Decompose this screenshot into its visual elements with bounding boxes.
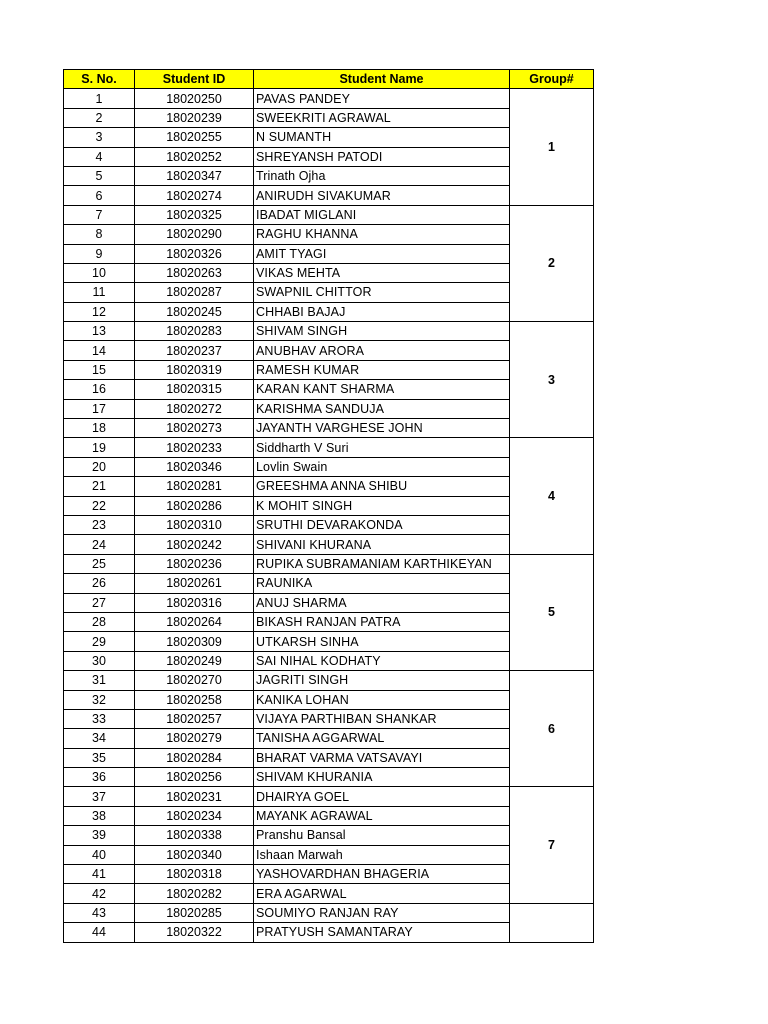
cell-sno: 7 [64,205,135,224]
cell-student-name: ANIRUDH SIVAKUMAR [254,186,510,205]
header-student-name: Student Name [254,70,510,89]
cell-student-name: Ishaan Marwah [254,845,510,864]
cell-sno: 39 [64,826,135,845]
cell-student-id: 18020322 [135,923,254,942]
cell-sno: 11 [64,283,135,302]
table-row [64,671,594,690]
cell-student-name: CHHABI BAJAJ [254,302,510,321]
cell-student-name: JAYANTH VARGHESE JOHN [254,419,510,438]
cell-student-id: 18020287 [135,283,254,302]
cell-student-name: N SUMANTH [254,128,510,147]
cell-student-id: 18020233 [135,438,254,457]
cell-student-id: 18020264 [135,612,254,631]
cell-student-id: 18020236 [135,554,254,573]
cell-student-name: VIJAYA PARTHIBAN SHANKAR [254,709,510,728]
cell-student-name: KANIKA LOHAN [254,690,510,709]
cell-student-id: 18020283 [135,322,254,341]
cell-student-id: 18020239 [135,108,254,127]
cell-student-id: 18020346 [135,457,254,476]
cell-student-id: 18020249 [135,651,254,670]
cell-student-name: SHREYANSH PATODI [254,147,510,166]
cell-sno: 43 [64,903,135,922]
cell-student-id: 18020347 [135,166,254,185]
cell-sno: 18 [64,419,135,438]
cell-group-number: 5 [510,554,594,670]
cell-sno: 1 [64,89,135,108]
cell-student-id: 18020242 [135,535,254,554]
cell-student-name: IBADAT MIGLANI [254,205,510,224]
cell-sno: 33 [64,709,135,728]
cell-sno: 23 [64,515,135,534]
cell-student-name: ANUBHAV ARORA [254,341,510,360]
cell-student-name: RAMESH KUMAR [254,360,510,379]
cell-student-name: ANUJ SHARMA [254,593,510,612]
cell-student-id: 18020310 [135,515,254,534]
cell-student-name: GREESHMA ANNA SHIBU [254,477,510,496]
cell-student-id: 18020234 [135,806,254,825]
cell-sno: 13 [64,322,135,341]
cell-student-name: Pranshu Bansal [254,826,510,845]
cell-student-name: K MOHIT SINGH [254,496,510,515]
cell-student-id: 18020338 [135,826,254,845]
cell-sno: 38 [64,806,135,825]
cell-group-number: 4 [510,438,594,554]
cell-student-name: AMIT TYAGI [254,244,510,263]
cell-sno: 35 [64,748,135,767]
cell-sno: 6 [64,186,135,205]
table-row [64,205,594,224]
cell-student-id: 18020273 [135,419,254,438]
cell-student-name: RUPIKA SUBRAMANIAM KARTHIKEYAN [254,554,510,573]
cell-student-name: YASHOVARDHAN BHAGERIA [254,865,510,884]
cell-student-name: PAVAS PANDEY [254,89,510,108]
cell-student-name: BHARAT VARMA VATSAVAYI [254,748,510,767]
cell-student-id: 18020270 [135,671,254,690]
cell-sno: 24 [64,535,135,554]
cell-student-name: DHAIRYA GOEL [254,787,510,806]
cell-sno: 21 [64,477,135,496]
header-row [64,70,594,89]
cell-student-name: SWAPNIL CHITTOR [254,283,510,302]
cell-sno: 16 [64,380,135,399]
cell-sno: 27 [64,593,135,612]
cell-sno: 29 [64,632,135,651]
cell-student-name: BIKASH RANJAN PATRA [254,612,510,631]
cell-student-id: 18020281 [135,477,254,496]
cell-sno: 17 [64,399,135,418]
cell-student-id: 18020255 [135,128,254,147]
table-row [64,903,594,922]
cell-group-number: 7 [510,787,594,903]
cell-sno: 19 [64,438,135,457]
cell-student-name: KARAN KANT SHARMA [254,380,510,399]
cell-student-id: 18020315 [135,380,254,399]
cell-student-id: 18020325 [135,205,254,224]
cell-student-id: 18020318 [135,865,254,884]
cell-sno: 2 [64,108,135,127]
cell-student-id: 18020284 [135,748,254,767]
table-row [64,787,594,806]
cell-group-number: 6 [510,671,594,787]
table-row [64,89,594,108]
cell-group-number [510,903,594,942]
cell-student-name: Lovlin Swain [254,457,510,476]
cell-sno: 26 [64,574,135,593]
table-body [64,89,594,942]
cell-sno: 4 [64,147,135,166]
cell-student-id: 18020258 [135,690,254,709]
cell-sno: 15 [64,360,135,379]
cell-group-number: 1 [510,89,594,205]
cell-student-name: SHIVANI KHURANA [254,535,510,554]
cell-sno: 14 [64,341,135,360]
cell-student-id: 18020279 [135,729,254,748]
cell-student-name: Siddharth V Suri [254,438,510,457]
cell-student-name: UTKARSH SINHA [254,632,510,651]
cell-student-id: 18020285 [135,903,254,922]
cell-student-name: MAYANK AGRAWAL [254,806,510,825]
cell-student-id: 18020261 [135,574,254,593]
cell-student-id: 18020250 [135,89,254,108]
cell-sno: 25 [64,554,135,573]
header-group: Group# [510,70,594,89]
cell-student-id: 18020316 [135,593,254,612]
cell-student-id: 18020263 [135,263,254,282]
cell-student-name: Trinath Ojha [254,166,510,185]
cell-student-id: 18020257 [135,709,254,728]
cell-student-name: SHIVAM KHURANIA [254,768,510,787]
cell-student-name: RAGHU KHANNA [254,225,510,244]
header-sno: S. No. [64,70,135,89]
cell-sno: 37 [64,787,135,806]
cell-student-id: 18020272 [135,399,254,418]
cell-sno: 20 [64,457,135,476]
cell-student-id: 18020326 [135,244,254,263]
header-student-id: Student ID [135,70,254,89]
cell-student-name: KARISHMA SANDUJA [254,399,510,418]
cell-student-name: SRUTHI DEVARAKONDA [254,515,510,534]
cell-group-number: 3 [510,322,594,438]
cell-sno: 3 [64,128,135,147]
cell-sno: 42 [64,884,135,903]
cell-student-name: SHIVAM SINGH [254,322,510,341]
cell-student-name: RAUNIKA [254,574,510,593]
cell-student-name: JAGRITI SINGH [254,671,510,690]
cell-student-id: 18020256 [135,768,254,787]
cell-sno: 12 [64,302,135,321]
cell-group-number: 2 [510,205,594,321]
cell-sno: 28 [64,612,135,631]
cell-student-id: 18020319 [135,360,254,379]
student-group-table [63,69,594,943]
cell-student-name: SAI NIHAL KODHATY [254,651,510,670]
cell-sno: 32 [64,690,135,709]
table-row [64,554,594,573]
cell-student-name: ERA AGARWAL [254,884,510,903]
cell-sno: 9 [64,244,135,263]
cell-student-id: 18020309 [135,632,254,651]
cell-sno: 30 [64,651,135,670]
cell-sno: 8 [64,225,135,244]
cell-student-id: 18020245 [135,302,254,321]
cell-sno: 44 [64,923,135,942]
cell-student-name: PRATYUSH SAMANTARAY [254,923,510,942]
cell-student-id: 18020286 [135,496,254,515]
table-row [64,438,594,457]
cell-sno: 41 [64,865,135,884]
cell-student-id: 18020290 [135,225,254,244]
cell-student-name: TANISHA AGGARWAL [254,729,510,748]
cell-student-id: 18020252 [135,147,254,166]
cell-sno: 36 [64,768,135,787]
cell-student-name: VIKAS MEHTA [254,263,510,282]
cell-sno: 5 [64,166,135,185]
cell-student-id: 18020237 [135,341,254,360]
cell-sno: 10 [64,263,135,282]
cell-student-id: 18020340 [135,845,254,864]
cell-student-id: 18020274 [135,186,254,205]
cell-sno: 34 [64,729,135,748]
cell-sno: 22 [64,496,135,515]
cell-sno: 31 [64,671,135,690]
table-row [64,322,594,341]
cell-student-name: SOUMIYO RANJAN RAY [254,903,510,922]
cell-student-id: 18020282 [135,884,254,903]
cell-student-id: 18020231 [135,787,254,806]
cell-student-name: SWEEKRITI AGRAWAL [254,108,510,127]
cell-sno: 40 [64,845,135,864]
